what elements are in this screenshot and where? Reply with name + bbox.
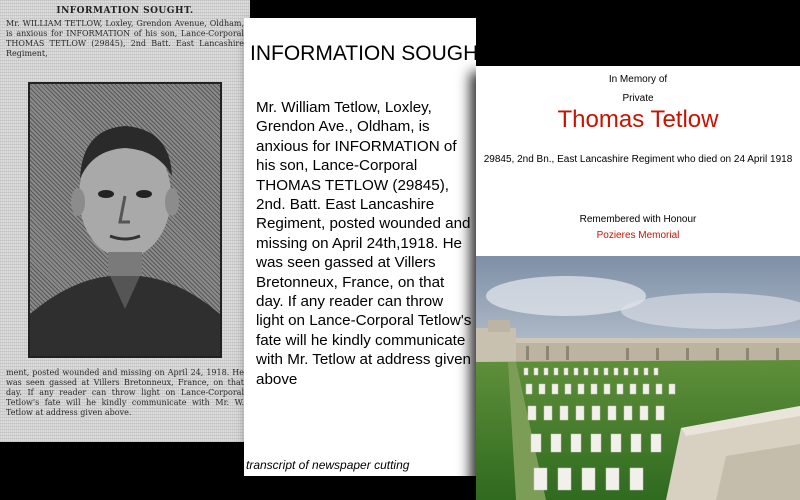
clipping-headline: INFORMATION SOUGHT. [56,6,194,16]
soldier-portrait-photo [28,82,222,358]
soldier-name: Thomas Tetlow [557,106,719,133]
clipping-top-text: Mr. WILLIAM TETLOW, Loxley, Grendon Avenue, Oldham, is anxious for INFORMATION of his son, Lance-Corporal THOMAS TETLOW (29845), 2nd Batt. East Lancashire Regiment, [6,19,244,58]
clipping-bottom-text: ment, posted wounded and missing on April 24, 1918. He was seen gassed at Villers Bretonneux, France, on that day. If any reader can throw light on Lance-Corporal Tetlow's fate will he kindly communicate with Mr. W. Tetlow at address given above. [6,368,244,417]
remembered-label: Remembered with Honour [579,214,697,225]
cemetery-photo [476,256,800,500]
transcript-card [244,18,492,476]
transcript-caption: transcript of newspaper cutting [246,458,410,472]
rank-label: Private [622,93,654,104]
service-details: 29845, 2nd Bn., East Lancashire Regiment who died on 24 April 1918 [483,154,793,165]
memorial-name: Pozieres Memorial [596,230,680,241]
transcript-body: Mr. William Tetlow, Loxley, Grendon Ave., Oldham, is anxious for INFORMATION of his son, Lance-Corporal THOMAS TETLOW (29845), 2nd. Batt. East Lancashire Regiment, posted wounded and missing on April 24th,1918. He was seen gassed at Villers Bretonneux, France, on that day. If any reader can throw light on Lance-Corporal Tetlow's fate will he kindly communicate with Mr. Tetlow at address given above [256,99,472,388]
transcript-title: INFORMATION SOUGHT [250,42,492,65]
newspaper-clipping [0,0,250,442]
in-memory-label: In Memory of [608,74,668,85]
memorial-certificate [476,66,800,500]
